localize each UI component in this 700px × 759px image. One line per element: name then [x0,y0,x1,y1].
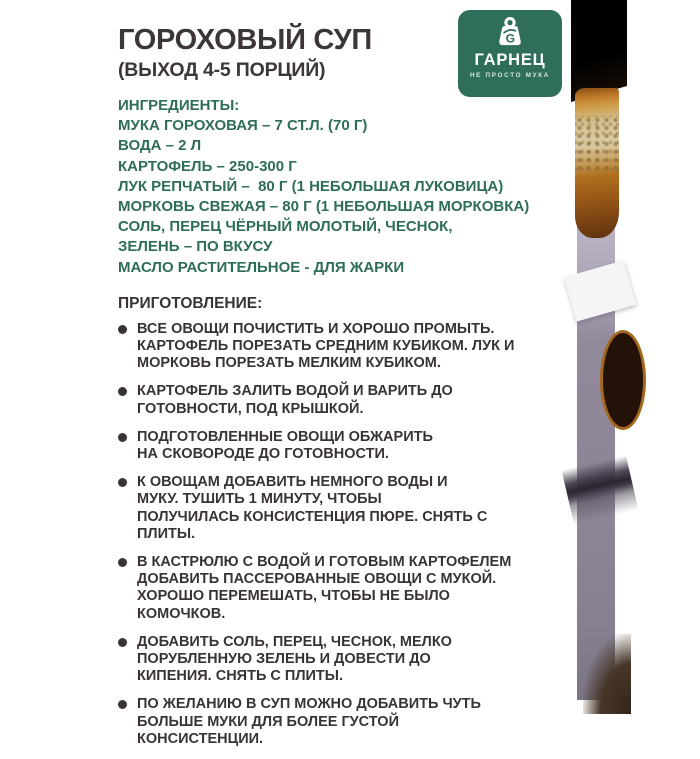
kettlebell-weight-icon [492,15,528,51]
photo-table-edge [562,455,639,524]
bullet-icon [118,478,127,487]
photo-napkin-highlight [564,260,636,321]
step-item [118,429,448,463]
step-item [118,383,558,417]
bullet-icon [118,433,127,442]
ingredients-section [118,96,566,278]
photo-dark-background [571,0,627,102]
bullet-icon [118,700,127,709]
bullet-icon [118,387,127,396]
brand-name: ГАРНЕЦ [474,51,546,69]
recipe-content [118,24,566,759]
svg-text:G: G [505,31,516,46]
ingredient-line: ЛУК РЕПЧАТЫЙ – 80 Г (1 НЕБОЛЬШАЯ ЛУКОВИЦА) [118,177,504,195]
recipe-subtitle: (ВЫХОД 4-5 ПОРЦИЙ) [118,59,326,81]
bread-loaf-photo [575,88,619,238]
bullet-icon [118,558,127,567]
step-text: ПОДГОТОВЛЕННЫЕ ОВОЩИ ОБЖАРИТЬ НА СКОВОРОДЕ ДО ГОТОВНОСТИ. [137,428,433,463]
brand-tagline: НЕ ПРОСТО МУКА [469,72,551,79]
step-text: ПО ЖЕЛАНИЮ В СУП МОЖНО ДОБАВИТЬ ЧУТЬ БОЛЬШЕ МУКИ ДЛЯ БОЛЕЕ ГУСТОЙ КОНСИСТЕНЦИИ. [137,696,481,747]
step-text: ДОБАВИТЬ СОЛЬ, ПЕРЕЦ, ЧЕСНОК, МЕЛКО ПОРУБЛЕННУЮ ЗЕЛЕНЬ И ДОВЕСТИ ДО КИПЕНИЯ. СНЯТЬ С ПЛИТЫ. [137,633,452,685]
preparation-heading: ПРИГОТОВЛЕНИЕ: [118,294,263,312]
ingredient-line: МОРКОВЬ СВЕЖАЯ – 80 Г (1 НЕБОЛЬШАЯ МОРКОВКА) [118,198,530,216]
preparation-steps [118,321,566,748]
ingredient-line: СОЛЬ, ПЕРЕЦ ЧЁРНЫЙ МОЛОТЫЙ, ЧЕСНОК, [118,218,453,236]
brand-logo [458,10,562,97]
soup-bowl-photo [600,330,646,430]
food-photo-strip [577,0,615,700]
step-item [118,634,463,686]
step-text: К ОВОЩАМ ДОБАВИТЬ НЕМНОГО ВОДЫ И МУКУ. ТУШИТЬ 1 МИНУТУ, ЧТОБЫ ПОЛУЧИЛАСЬ КОНСИСТЕНЦИЯ ПЮРЕ. СНЯТЬ С ПЛИТЫ. [137,474,488,542]
step-item [118,321,538,373]
step-item [118,474,488,543]
step-text: ВСЕ ОВОЩИ ПОЧИСТИТЬ И ХОРОШО ПРОМЫТЬ. КАРТОФЕЛЬ ПОРЕЗАТЬ СРЕДНИМ КУБИКОМ. ЛУК И МОРКОВЬ ПОРЕЗАТЬ МЕЛКИМ КУБИКОМ. [137,320,515,372]
photo-bottom-shadow [583,634,631,714]
step-text: КАРТОФЕЛЬ ЗАЛИТЬ ВОДОЙ И ВАРИТЬ ДО ГОТОВНОСТИ, ПОД КРЫШКОЙ. [137,383,453,417]
ingredient-line: МАСЛО РАСТИТЕЛЬНОЕ - ДЛЯ ЖАРКИ [118,258,405,276]
bread-crumb-texture [575,116,619,174]
recipe-title: ГОРОХОВЫЙ СУП [118,24,372,56]
ingredient-line: ЗЕЛЕНЬ – ПО ВКУСУ [118,238,273,256]
step-text: В КАСТРЮЛЮ С ВОДОЙ И ГОТОВЫМ КАРТОФЕЛЕМ ДОБАВИТЬ ПАССЕРОВАННЫЕ ОВОЩИ С МУКОЙ. ХОРОШО ПЕРЕМЕШАТЬ, ЧТОБЫ НЕ БЫЛО КОМОЧКОВ. [137,554,512,622]
ingredient-line: МУКА ГОРОХОВАЯ – 7 СТ.Л. (70 Г) [118,117,368,135]
ingredient-line: КАРТОФЕЛЬ – 250-300 Г [118,157,297,175]
bullet-icon [118,638,127,647]
step-item [118,696,518,748]
ingredient-line: ВОДА – 2 Л [118,137,202,155]
bullet-icon [118,325,127,334]
ingredients-heading: ИНГРЕДИЕНТЫ: [118,97,240,114]
step-item [118,554,518,623]
